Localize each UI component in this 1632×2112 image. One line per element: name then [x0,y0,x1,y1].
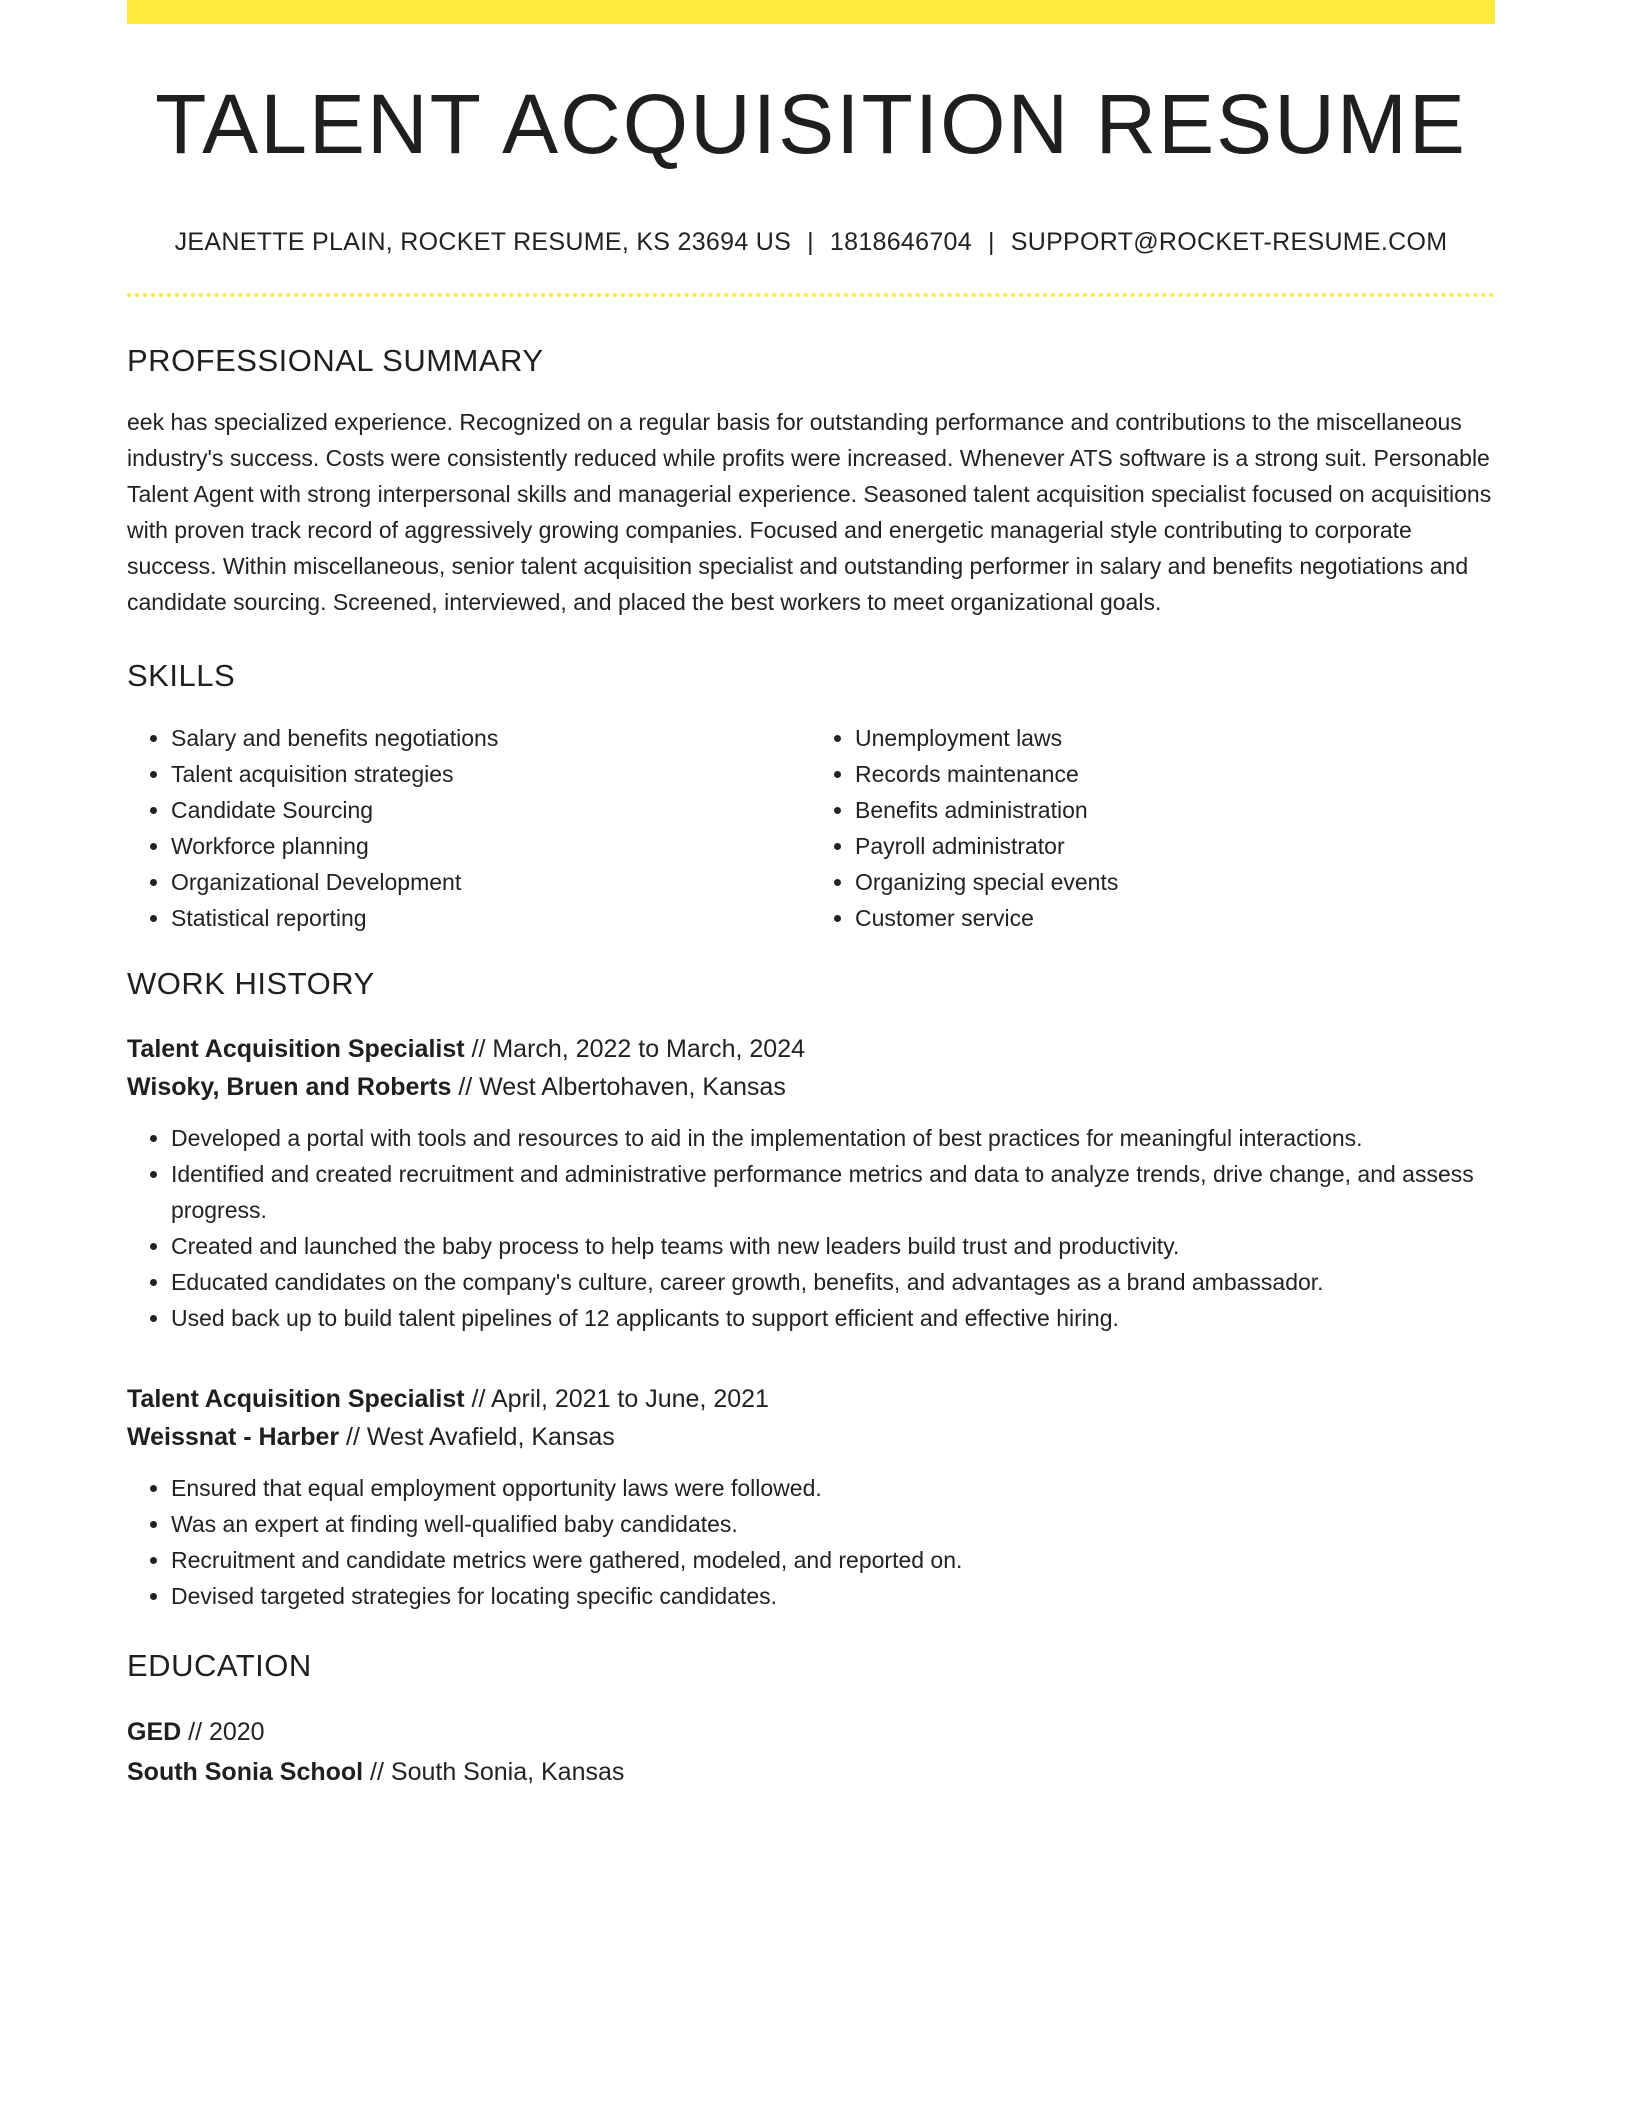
job-company-line [127,1068,1495,1106]
job-bullet: • Ensured that equal employment opportunity laws were followed. [171,1470,1495,1506]
resume-title: TALENT ACQUISITION RESUME [155,77,1467,171]
contact-phone: 1818646704 [829,228,972,256]
contact-separator: | [987,228,995,256]
job-entry [127,1030,1495,1336]
job-location: // West Albertohaven, Kansas [451,1073,786,1101]
job-title-line [127,1380,1495,1418]
summary-text: eek has specialized experience. Recognized on a regular basis for outstanding performance and contributions to the miscellaneous industry's success. Costs were consistently reduced while profits were increased. Whenever ATS software is a strong suit. Personable Talent Agent with strong interpersonal skills and managerial experience. Seasoned talent acquisition specialist focused on acquisitions with proven track record of aggressively growing companies. Focused and energetic managerial style contributing to corporate success. Within miscellaneous, senior talent acquisition specialist and outstanding performer in salary and benefits negotiations and candidate sourcing. Screened, interviewed, and placed the best workers to meet organizational goals. [127,409,1492,615]
skills-list-right [811,720,1495,936]
skills-heading: SKILLS [127,658,236,693]
skill-item: • Salary and benefits negotiations [171,720,811,756]
job-bullet: • Identified and created recruitment and administrative performance metrics and data to analyze trends, drive change, and assess progress. [171,1156,1495,1228]
skill-item: • Organizational Development [171,864,811,900]
job-dates: // March, 2022 to March, 2024 [464,1035,806,1063]
skills-columns [127,720,1495,936]
skill-item: • Records maintenance [855,756,1495,792]
job-entry [127,1380,1495,1614]
skill-item: • Workforce planning [171,828,811,864]
job-bullet: • Created and launched the baby process to help teams with new leaders build trust and productivity. [171,1228,1495,1264]
work-history-heading: WORK HISTORY [127,966,375,1001]
contact-address: JEANETTE PLAIN, ROCKET RESUME, KS 23694 US [174,228,792,256]
contact-email[interactable]: SUPPORT@ROCKET-RESUME.COM [1010,228,1448,256]
skill-item: • Candidate Sourcing [171,792,811,828]
job-bullet: • Was an expert at finding well-qualified baby candidates. [171,1506,1495,1542]
job-bullet: • Recruitment and candidate metrics were gathered, modeled, and reported on. [171,1542,1495,1578]
job-company: Weissnat - Harber [127,1423,340,1451]
education-location: // South Sonia, Kansas [363,1758,625,1786]
resume-page [127,0,1495,1792]
education-degree-line [127,1712,1495,1752]
job-bullet: • Developed a portal with tools and resources to aid in the implementation of best practices for meaningful interactions. [171,1120,1495,1156]
skill-item: • Statistical reporting [171,900,811,936]
job-dates: // April, 2021 to June, 2021 [464,1385,769,1413]
education-entry [127,1712,1495,1792]
job-bullets [127,1120,1495,1336]
contact-separator: | [807,228,814,256]
job-company: Wisoky, Bruen and Roberts [127,1073,452,1101]
summary-heading: PROFESSIONAL SUMMARY [127,343,544,378]
dotted-divider [127,293,1495,297]
skills-list-left [127,720,811,936]
job-bullet: • Educated candidates on the company's culture, career growth, benefits, and advantages as a brand ambassador. [171,1264,1495,1300]
accent-top-bar [127,0,1495,24]
skill-item: • Benefits administration [855,792,1495,828]
education-year: // 2020 [181,1718,265,1746]
job-title-line [127,1030,1495,1068]
education-degree: GED [127,1718,182,1746]
job-bullet: • Devised targeted strategies for locating specific candidates. [171,1578,1495,1614]
skill-item: • Payroll administrator [855,828,1495,864]
job-title: Talent Acquisition Specialist [127,1035,465,1063]
job-bullet: • Used back up to build talent pipelines of 12 applicants to support efficient and effective hiring. [171,1300,1495,1336]
contact-line [127,228,1495,257]
job-bullets [127,1470,1495,1614]
education-school-line [127,1752,1495,1792]
job-title: Talent Acquisition Specialist [127,1385,465,1413]
job-company-line [127,1418,1495,1456]
skill-item: • Organizing special events [855,864,1495,900]
job-location: // West Avafield, Kansas [339,1423,615,1451]
education-school: South Sonia School [127,1758,364,1786]
skill-item: • Talent acquisition strategies [171,756,811,792]
education-heading: EDUCATION [127,1648,312,1683]
skill-item: • Customer service [855,900,1495,936]
skill-item: • Unemployment laws [855,720,1495,756]
